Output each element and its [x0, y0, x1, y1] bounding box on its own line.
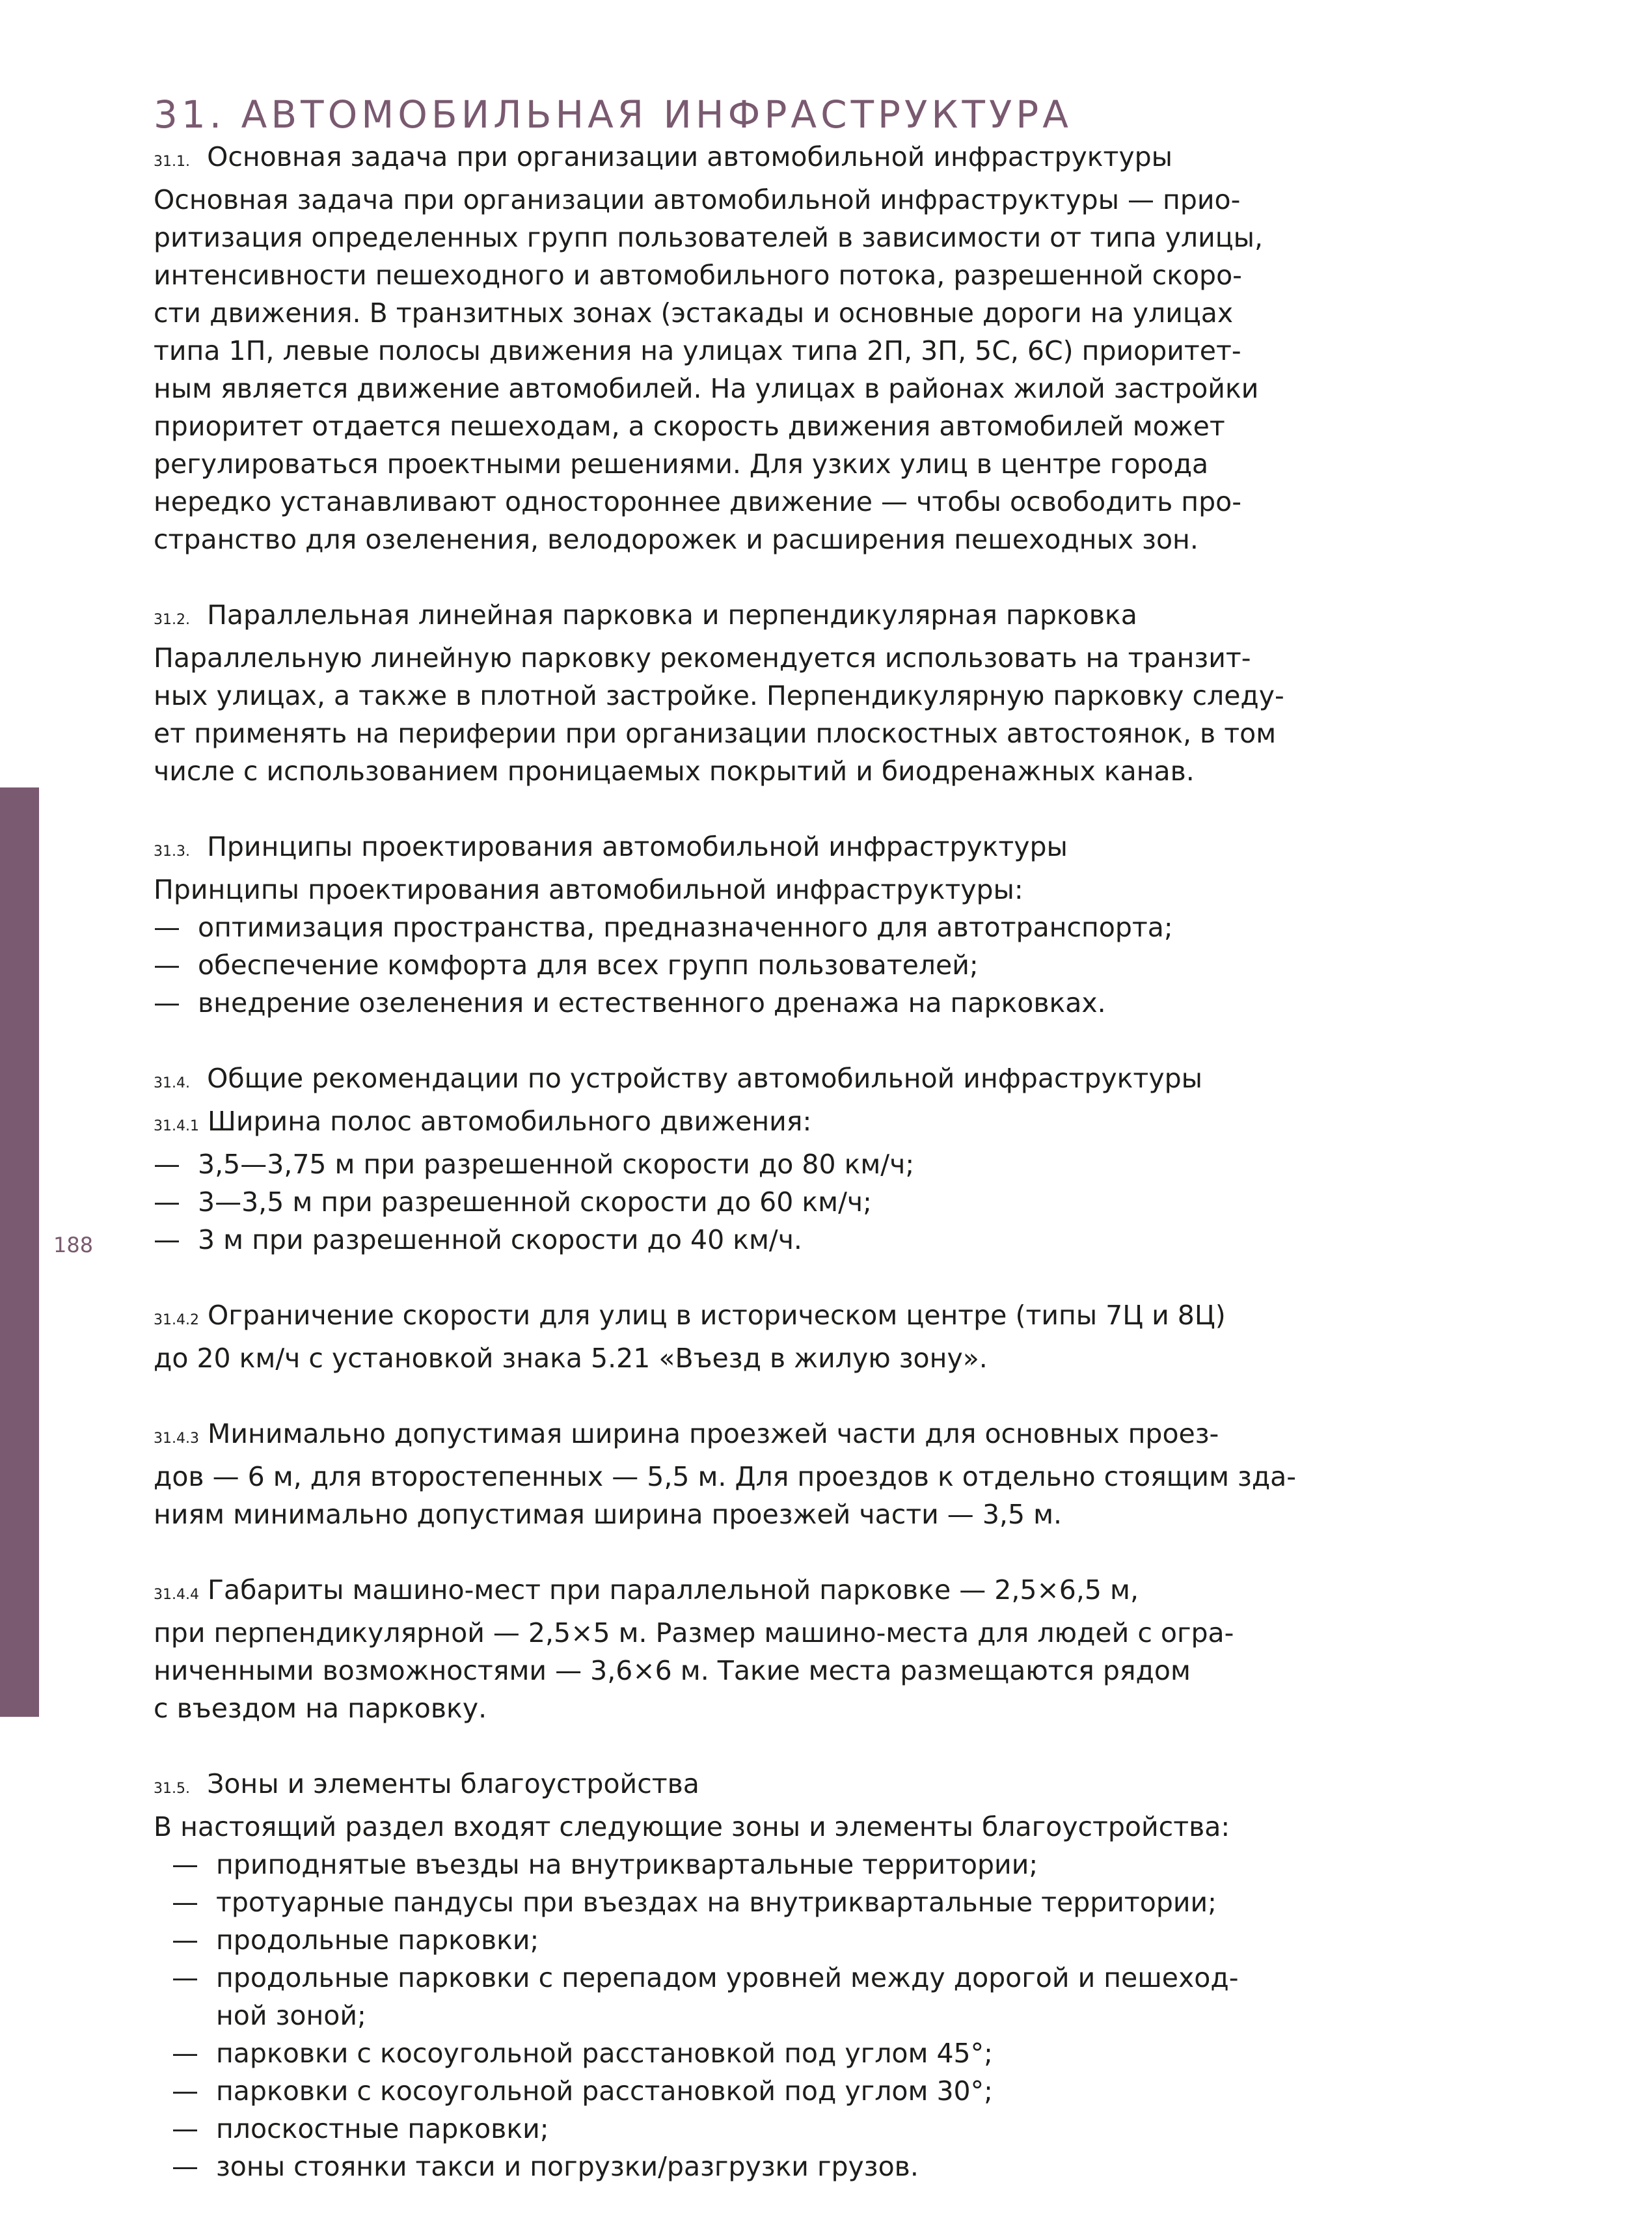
paragraph-line	[154, 1296, 1226, 1339]
list-item-continuation: ной зоной;	[216, 2000, 366, 2031]
list-item	[154, 946, 1221, 984]
list-item	[154, 1883, 1221, 1921]
section-31-2	[154, 596, 1284, 790]
paragraph-line: Параллельную линейную парковку рекомендуется использовать на транзит-	[154, 642, 1251, 674]
subsection-31-4-4	[154, 1571, 1234, 1727]
list-item-text: парковки с косоугольной расстановкой под углом 30°;	[216, 2075, 993, 2107]
section-heading	[154, 1060, 1221, 1102]
paragraph-line: ниченными возможностями — 3,6×6 м. Такие места размещаются рядом	[154, 1655, 1191, 1686]
list-item	[154, 2110, 1221, 2148]
list-item	[154, 1221, 1221, 1259]
paragraph-line	[154, 1571, 1221, 1614]
section-31-1	[154, 138, 1264, 558]
sidebar-accent-bar	[0, 787, 39, 1717]
paragraph-line: сти движения. В транзитных зонах (эстакады и основные дороги на улицах	[154, 297, 1234, 329]
list-item	[154, 2148, 1221, 2185]
paragraph-line: ных улицах, а также в плотной застройке. Перпендикулярную парковку следу-	[154, 680, 1284, 711]
section-heading-text: Общие рекомендации по устройству автомобильной инфраструктуры	[207, 1063, 1202, 1094]
subsection-number: 31.4.3	[154, 1430, 199, 1447]
paragraph-line: числе с использованием проницаемых покрытий и биодренажных канав.	[154, 756, 1195, 787]
section-number: 31.3.	[154, 843, 190, 860]
paragraph-line	[154, 1415, 1221, 1458]
section-heading	[154, 828, 1221, 871]
list-item	[154, 2072, 1221, 2110]
dash-bullet-icon: —	[172, 1924, 198, 1956]
section-31-5	[154, 1765, 1239, 2185]
paragraph-text: Минимально допустимая ширина проезжей части для основных проез-	[208, 1418, 1219, 1449]
section-number: 31.5.	[154, 1781, 190, 1797]
dash-bullet-icon: —	[172, 2075, 198, 2107]
paragraph-text: Ограничение скорости для улиц в историческом центре (типы 7Ц и 8Ц)	[208, 1300, 1226, 1331]
subsection-number: 31.4.4	[154, 1587, 199, 1603]
section-heading-text: Параллельная линейная парковка и перпендикулярная парковка	[207, 599, 1137, 631]
subsection-31-4-2	[154, 1296, 1226, 1377]
paragraph-line: приоритет отдается пешеходам, а скорость движения автомобилей может	[154, 411, 1225, 442]
list-item	[154, 1846, 1221, 1883]
paragraph-text: Габариты машино-мест при параллельной парковке — 2,5×6,5 м,	[208, 1574, 1139, 1606]
paragraph-line: до 20 км/ч с установкой знака 5.21 «Въезд в жилую зону».	[154, 1343, 988, 1374]
dash-bullet-icon: —	[154, 1149, 180, 1180]
section-heading	[154, 138, 1221, 181]
dash-bullet-icon: —	[154, 912, 180, 943]
page-number: 188	[53, 1233, 94, 1257]
dash-bullet-icon: —	[154, 987, 180, 1019]
section-number: 31.1.	[154, 154, 190, 170]
paragraph-line: типа 1П, левые полосы движения на улицах типа 2П, 3П, 5С, 6С) приоритет-	[154, 335, 1241, 366]
subsection-heading-text: Ширина полос автомобильного движения:	[208, 1106, 812, 1137]
dash-bullet-icon: —	[154, 950, 180, 981]
paragraph-line: Основная задача при организации автомобильной инфраструктуры — прио-	[154, 184, 1241, 215]
section-number: 31.4.	[154, 1075, 190, 1091]
section-heading	[154, 596, 1221, 639]
dash-bullet-icon: —	[172, 2151, 198, 2182]
subsection-number: 31.4.2	[154, 1312, 199, 1328]
list-item-text: внедрение озеленения и естественного дренажа на парковках.	[198, 987, 1106, 1019]
list-item	[154, 1183, 1221, 1221]
list-item	[154, 984, 1221, 1022]
section-heading-text: Принципы проектирования автомобильной инфраструктуры	[207, 831, 1068, 862]
list-item-text: оптимизация пространства, предназначенного для автотранспорта;	[198, 912, 1173, 943]
list-item	[154, 909, 1221, 946]
list-item-text: зоны стоянки такси и погрузки/разгрузки грузов.	[216, 2151, 919, 2182]
paragraph-line: Принципы проектирования автомобильной инфраструктуры:	[154, 874, 1023, 905]
page-title: 31. АВТОМОБИЛЬНАЯ ИНФРАСТРУКТУРА	[154, 92, 1072, 137]
paragraph-line: интенсивности пешеходного и автомобильного потока, разрешенной скоро-	[154, 260, 1242, 291]
subsection-31-4-3	[154, 1415, 1297, 1533]
list-item-text: 3—3,5 м при разрешенной скорости до 60 км/ч;	[198, 1186, 872, 1218]
list-item-text: тротуарные пандусы при въездах на внутриквартальные территории;	[216, 1887, 1217, 1918]
paragraph-line: регулироваться проектными решениями. Для узких улиц в центре города	[154, 448, 1209, 480]
dash-bullet-icon: —	[172, 1962, 198, 1993]
paragraph-line: с въездом на парковку.	[154, 1693, 487, 1724]
list-item-text: обеспечение комфорта для всех групп пользователей;	[198, 950, 979, 981]
paragraph-line: странство для озеленения, велодорожек и расширения пешеходных зон.	[154, 524, 1198, 555]
paragraph-line: В настоящий раздел входят следующие зоны и элементы благоустройства:	[154, 1811, 1230, 1842]
subsection-number: 31.4.1	[154, 1118, 199, 1134]
paragraph-line: при перпендикулярной — 2,5×5 м. Размер машино-места для людей с огра-	[154, 1617, 1234, 1648]
paragraph-line: ниям минимально допустимая ширина проезжей части — 3,5 м.	[154, 1499, 1063, 1530]
section-heading-text: Зоны и элементы благоустройства	[207, 1768, 699, 1799]
subsection-heading	[154, 1102, 1221, 1145]
section-31-4	[154, 1060, 1221, 1259]
paragraph-line: ным является движение автомобилей. На улицах в районах жилой застройки	[154, 373, 1259, 404]
list-item-text: продольные парковки;	[216, 1924, 539, 1956]
dash-bullet-icon: —	[154, 1186, 180, 1218]
list-item-text: 3 м при разрешенной скорости до 40 км/ч.	[198, 1224, 802, 1255]
list-item	[154, 1145, 1221, 1183]
dash-bullet-icon: —	[172, 1849, 198, 1880]
list-item-text: 3,5—3,75 м при разрешенной скорости до 80 км/ч;	[198, 1149, 915, 1180]
list-item-text: продольные парковки с перепадом уровней между дорогой и пешеход-	[216, 1962, 1239, 1993]
list-item	[154, 1959, 1239, 1997]
list-item-text: парковки с косоугольной расстановкой под углом 45°;	[216, 2038, 993, 2069]
dash-bullet-icon: —	[172, 2113, 198, 2144]
paragraph-line: ет применять на периферии при организации плоскостных автостоянок, в том	[154, 718, 1277, 749]
document-body	[154, 91, 1297, 2185]
section-31-3	[154, 828, 1221, 1022]
section-heading-text: Основная задача при организации автомобильной инфраструктуры	[207, 141, 1173, 172]
paragraph-line: дов — 6 м, для второстепенных — 5,5 м. Для проездов к отдельно стоящим зда-	[154, 1461, 1297, 1492]
section-number: 31.2.	[154, 612, 190, 628]
section-heading	[154, 1765, 1221, 1808]
paragraph-line: нередко устанавливают одностороннее движение — чтобы освободить про-	[154, 486, 1241, 517]
list-item	[154, 2034, 1221, 2072]
paragraph-line: ритизация определенных групп пользователей в зависимости от типа улицы,	[154, 222, 1264, 253]
list-item-text: плоскостные парковки;	[216, 2113, 549, 2144]
dash-bullet-icon: —	[154, 1224, 180, 1255]
list-item	[154, 1921, 1221, 1959]
list-item-text: приподнятые въезды на внутриквартальные территории;	[216, 1849, 1038, 1880]
dash-bullet-icon: —	[172, 2038, 198, 2069]
dash-bullet-icon: —	[172, 1887, 198, 1918]
